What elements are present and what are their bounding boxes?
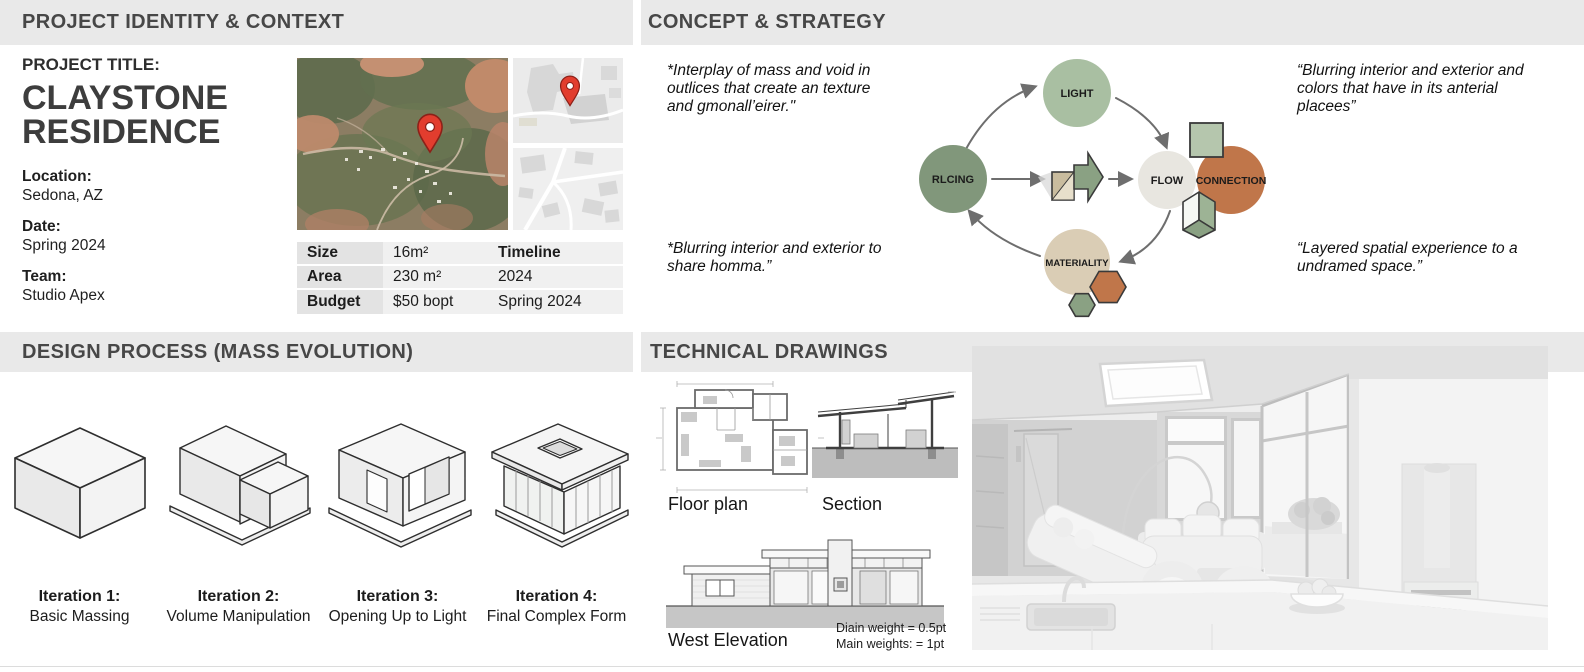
table-cell-timeline-value2: Spring 2024 bbox=[498, 293, 582, 310]
table-cell-timeline-value: 2024 bbox=[498, 268, 533, 285]
iteration-3 bbox=[318, 392, 477, 626]
square-shape bbox=[1190, 123, 1223, 157]
arrow-materiality-rlcing bbox=[970, 212, 1040, 256]
iteration-3-title: Iteration 3: bbox=[356, 588, 439, 605]
table-cell-size-label: Size bbox=[297, 242, 383, 264]
table-cell-area-value: 230 m² bbox=[393, 268, 442, 285]
field-date-label: Date: bbox=[22, 218, 61, 235]
hexagon-green bbox=[1069, 294, 1095, 317]
field-team bbox=[22, 267, 284, 306]
field-location-label: Location: bbox=[22, 168, 92, 185]
west-elevation-label: West Elevation bbox=[668, 630, 788, 650]
massing-iteration-4-figure bbox=[482, 410, 632, 560]
field-team-value: Studio Apex bbox=[22, 287, 105, 304]
project-title-label: PROJECT TITLE: bbox=[22, 55, 160, 74]
arrow-light-flow bbox=[1116, 98, 1166, 146]
field-date-value: Spring 2024 bbox=[22, 237, 106, 254]
section-drawing bbox=[810, 386, 960, 482]
table-cell-timeline-header: Timeline bbox=[498, 244, 561, 261]
node-connection-label: CONNECTION bbox=[1195, 175, 1267, 187]
identity-header: PROJECT IDENTITY & CONTEXT bbox=[22, 11, 345, 33]
iteration-3-caption: Opening Up to Light bbox=[328, 608, 467, 625]
table-cell-budget-value: $50 bopt bbox=[393, 293, 454, 310]
field-team-label: Team: bbox=[22, 268, 67, 285]
quote-blurring-share: *Blurring interior and exterior to share homma.” bbox=[667, 240, 882, 275]
node-light-label: LIGHT bbox=[1060, 88, 1094, 100]
header-divider2 bbox=[633, 332, 641, 372]
iteration-4 bbox=[477, 392, 636, 626]
massing-iteration-1-figure bbox=[5, 410, 155, 560]
satellite-map bbox=[297, 58, 508, 230]
project-fields bbox=[22, 167, 284, 306]
iteration-1-caption: Basic Massing bbox=[29, 608, 130, 625]
west-elevation-drawing bbox=[664, 536, 946, 630]
table-cell-budget-label: Budget bbox=[297, 290, 383, 314]
section-label: Section bbox=[822, 494, 883, 514]
quote-blurring-colors: “Blurring interior and exterior and colors that have in its anterial placees” bbox=[1297, 62, 1524, 115]
node-rlcing-label: RLCING bbox=[931, 174, 975, 186]
technical-header: TECHNICAL DRAWINGS bbox=[650, 341, 888, 363]
massing-iteration-2-figure bbox=[164, 410, 314, 560]
header-divider bbox=[633, 0, 641, 45]
floor-plan-drawing bbox=[655, 378, 825, 496]
table-cell-size-value: 16m² bbox=[393, 244, 429, 261]
table-cell-area-label: Area bbox=[297, 266, 383, 288]
field-date bbox=[22, 217, 284, 256]
project-table bbox=[297, 242, 623, 314]
field-location-value: Sedona, AZ bbox=[22, 187, 104, 204]
note-line-1: Diain weight = 0.5pt bbox=[836, 621, 947, 635]
bottom-hairline bbox=[0, 666, 1584, 667]
sliding-glass-doors bbox=[1262, 374, 1349, 579]
arrow-flow-materiality bbox=[1122, 211, 1170, 261]
table-row bbox=[297, 290, 623, 314]
note-line-2: Main weights: = 1pt bbox=[836, 637, 945, 651]
project-title-line2: RESIDENCE bbox=[22, 113, 221, 151]
concept-header: CONCEPT & STRATEGY bbox=[648, 11, 886, 33]
quote-layered: “Layered spatial experience to a undramed space.” bbox=[1297, 240, 1518, 275]
node-flow-label: FLOW bbox=[1150, 175, 1184, 187]
transform-icon bbox=[1038, 153, 1103, 201]
project-title-line1: CLAYSTONE bbox=[22, 79, 228, 117]
street-map bbox=[513, 148, 623, 230]
floor-plan-label: Floor plan bbox=[668, 494, 749, 514]
iteration-2 bbox=[159, 392, 318, 626]
mass-evolution-row bbox=[0, 392, 636, 626]
project-info-column bbox=[22, 55, 284, 306]
quote-mass-void: *Interplay of mass and void in outlices that create an texture and gmonall’eirer." bbox=[667, 62, 871, 115]
field-location bbox=[22, 167, 284, 206]
massing-iteration-3-figure bbox=[323, 410, 473, 560]
table-row bbox=[297, 242, 623, 266]
iteration-1 bbox=[0, 392, 159, 626]
locator-map bbox=[513, 58, 623, 143]
project-title bbox=[22, 81, 284, 149]
hexagon-terracotta bbox=[1090, 271, 1126, 302]
iteration-2-title: Iteration 2: bbox=[197, 588, 280, 605]
iteration-4-caption: Final Complex Form bbox=[486, 608, 627, 625]
prism-shape bbox=[1183, 192, 1215, 238]
process-header: DESIGN PROCESS (MASS EVOLUTION) bbox=[22, 341, 414, 363]
concept-diagram bbox=[880, 50, 1290, 330]
table-row bbox=[297, 266, 623, 290]
skylight bbox=[1100, 360, 1212, 406]
node-materiality-label: MATERIALITY bbox=[1045, 258, 1109, 269]
iteration-2-caption: Volume Manipulation bbox=[166, 608, 311, 625]
iteration-4-title: Iteration 4: bbox=[515, 588, 598, 605]
arrow-rlcing-light bbox=[966, 87, 1034, 149]
iteration-1-title: Iteration 1: bbox=[38, 588, 121, 605]
interior-render bbox=[972, 346, 1548, 650]
